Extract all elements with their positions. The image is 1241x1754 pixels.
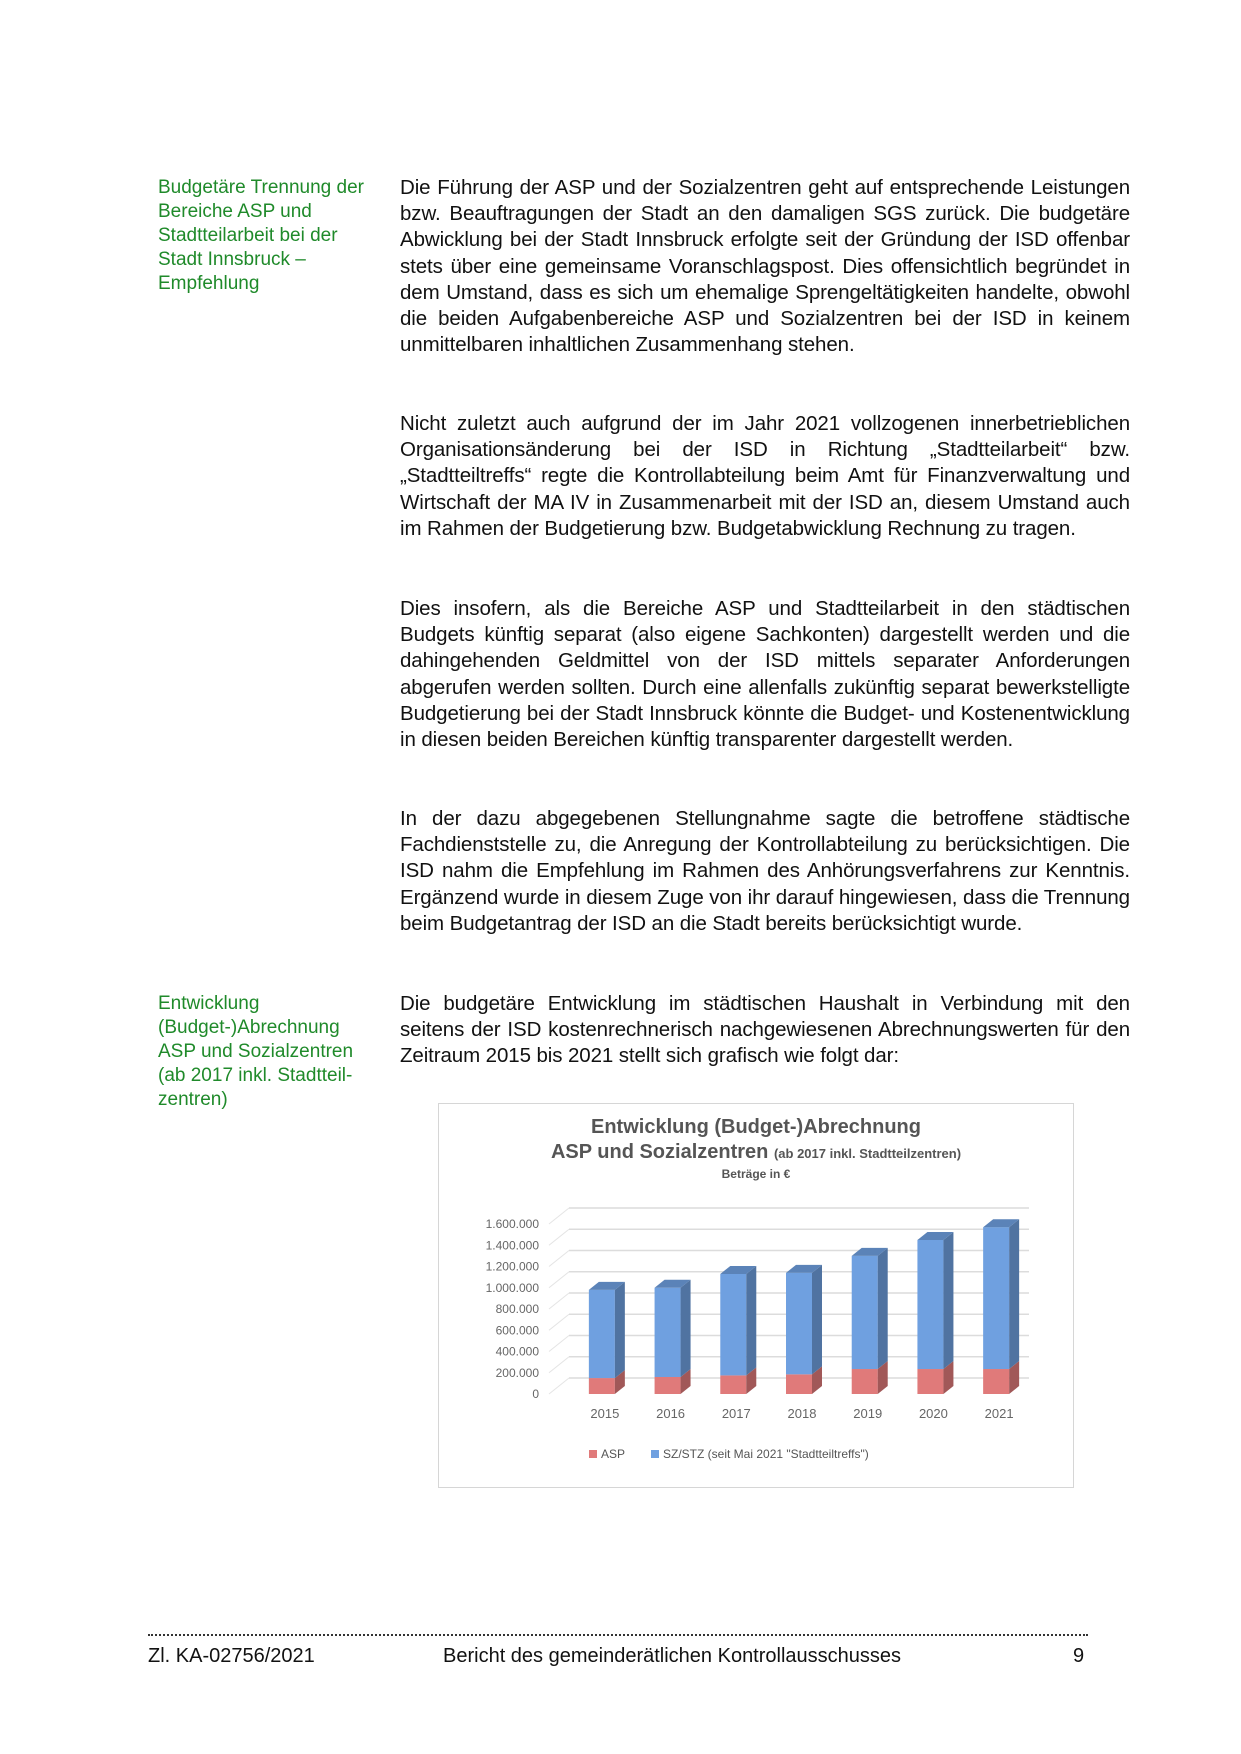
paragraph-5: Die budgetäre Entwicklung im städtischen Haushalt in Verbindung mit den seitens der ISD kostenrechnerisch nachgewiesenen Abrechnungswerten für den Zeitraum 2015 bis 2021 stellt sich grafisch wie folgt dar: [400, 992, 1130, 1068]
chart-subtitle-note: (ab 2017 inkl. Stadtteilzentren) [773, 1146, 962, 1161]
x-tick-label: 2021 [984, 1406, 1014, 1421]
x-tick-label: 2020 [918, 1406, 948, 1421]
bar-sz-stz [720, 1274, 746, 1375]
legend-label: SZ/STZ (seit Mai 2021 "Stadtteiltreffs") [663, 1447, 869, 1461]
chart-subtitle-main: ASP und Sozialzentren [550, 1141, 769, 1163]
x-tick-label: 2019 [853, 1406, 883, 1421]
chart-plot [439, 1104, 1073, 1487]
bar-asp [720, 1375, 746, 1394]
chart-figure [438, 1103, 1074, 1488]
footer-page-number: 9 [1073, 1645, 1085, 1667]
bar-side [681, 1280, 691, 1377]
gridline-diagonal [549, 1357, 569, 1373]
bar-side [812, 1265, 822, 1374]
x-tick-label: 2017 [721, 1406, 751, 1421]
x-tick-label: 2015 [590, 1406, 620, 1421]
y-tick-label: 1.000.000 [485, 1280, 539, 1295]
bar-asp [852, 1369, 878, 1394]
legend-swatch [589, 1450, 597, 1458]
bar-side [746, 1266, 756, 1375]
bar-asp [655, 1377, 681, 1394]
bar-sz-stz [589, 1290, 615, 1378]
paragraph-4: In der dazu abgegebenen Stellungnahme sagte die betroffene städtische Fachdienststelle zu, die Anregung der Kontrollabteilung zu berücksichtigen. Die ISD nahm die Empfehlung im Rahmen des Anhörungsverfahrens zur Kenntnis. Ergänzend wurde in diesem Zuge von ihr darauf hingewiesen, dass die Trennung beim Budgetantrag der ISD an die Stadt bereits berücksichtigt wurde. [400, 807, 1130, 935]
bar-side [1009, 1219, 1019, 1369]
legend-swatch [651, 1450, 659, 1458]
bar-asp [786, 1374, 812, 1394]
gridline-diagonal [549, 1251, 569, 1267]
y-tick-label: 200.000 [495, 1365, 539, 1380]
bar-asp [589, 1378, 615, 1394]
paragraph-3: Dies insofern, als die Bereiche ASP und Stadtteilarbeit in den städtischen Budgets künftig separat (also eigene Sachkonten) dargestellt werden und die dahingehenden Geldmittel von der ISD mittels separater Anforderungen abgerufen werden sollten. Durch eine allenfalls zukünftig separat bewerkstelligte Budgetierung bei der Stadt Innsbruck könnte die Budget- und Kostenentwicklung in diesen beiden Bereichen künftig transparenter dargestellt werden. [400, 597, 1130, 752]
footer-reference: Zl. KA-02756/2021 [148, 1645, 315, 1667]
paragraph-1: Die Führung der ASP und der Sozialzentren geht auf entsprechende Leistungen bzw. Beauftragungen der Stadt an den damaligen SGS zurück. Die budgetäre Abwicklung bei der Stadt Innsbruck erfolgte seit der Gründung der ISD offenbar stets über eine gemeinsame Voranschlagspost. Dies offensichtlich begründet in dem Umstand, dass es sich um ehemalige Sprengeltätigkeiten handelte, obwohl die beiden Aufgabenbereiche ASP und Sozialzentren bei der ISD in keinem unmittelbaren inhaltlichen Zusammenhang stehen. [400, 176, 1130, 357]
legend-label: ASP [601, 1447, 626, 1461]
gridline-diagonal [549, 1314, 569, 1330]
gridline-diagonal [549, 1272, 569, 1288]
footer-divider [148, 1634, 1088, 1636]
y-tick-label: 600.000 [495, 1323, 539, 1338]
bar-side [943, 1232, 953, 1369]
y-tick-label: 800.000 [495, 1302, 539, 1316]
bar-sz-stz [655, 1288, 681, 1377]
bar-sz-stz [786, 1273, 812, 1374]
bar-asp [983, 1369, 1009, 1394]
bar-sz-stz [917, 1240, 943, 1369]
y-tick-label: 400.000 [495, 1344, 539, 1359]
y-tick-label: 1.600.000 [485, 1217, 539, 1231]
gridline-diagonal [549, 1293, 569, 1309]
sidenote-budget-separation: Budgetäre Trennung der Bereiche ASP und Stadtteilarbeit bei der Stadt Innsbruck – Empfehlung [158, 177, 364, 294]
bar-side [878, 1248, 888, 1369]
gridline-diagonal [549, 1336, 569, 1352]
y-tick-label: 0 [532, 1387, 539, 1401]
footer-title: Bericht des gemeinderätlichen Kontrollausschusses [443, 1645, 902, 1667]
chart-title: Entwicklung (Budget-)Abrechnung [591, 1116, 921, 1138]
chart-unit-label: Beträge in € [721, 1167, 791, 1181]
gridline-diagonal [549, 1229, 569, 1245]
bar-sz-stz [852, 1256, 878, 1369]
y-tick-label: 1.200.000 [485, 1259, 539, 1274]
bar-sz-stz [983, 1227, 1009, 1369]
bar-asp [917, 1369, 943, 1394]
gridline-diagonal [549, 1378, 569, 1394]
bar-side [615, 1282, 625, 1378]
x-tick-label: 2018 [787, 1406, 817, 1421]
gridline-diagonal [549, 1208, 569, 1224]
paragraph-2: Nicht zuletzt auch aufgrund der im Jahr 2021 vollzogenen innerbetrieblichen Organisationsänderung bei der ISD in Richtung „Stadtteilarbeit“ bzw. „Stadtteiltreffs“ regte die Kontrollabteilung beim Amt für Finanzverwaltung und Wirtschaft der MA IV in Zusammenarbeit mit der ISD an, diesem Umstand auch im Rahmen der Budgetierung bzw. Budgetabwicklung Rechnung zu tragen. [400, 412, 1130, 540]
sidenote-development: Entwicklung (Budget-)Abrechnung ASP und Sozialzentren (ab 2017 inkl. Stadtteil-zentren) [158, 993, 354, 1110]
y-tick-label: 1.400.000 [485, 1238, 539, 1253]
x-tick-label: 2016 [656, 1406, 686, 1421]
